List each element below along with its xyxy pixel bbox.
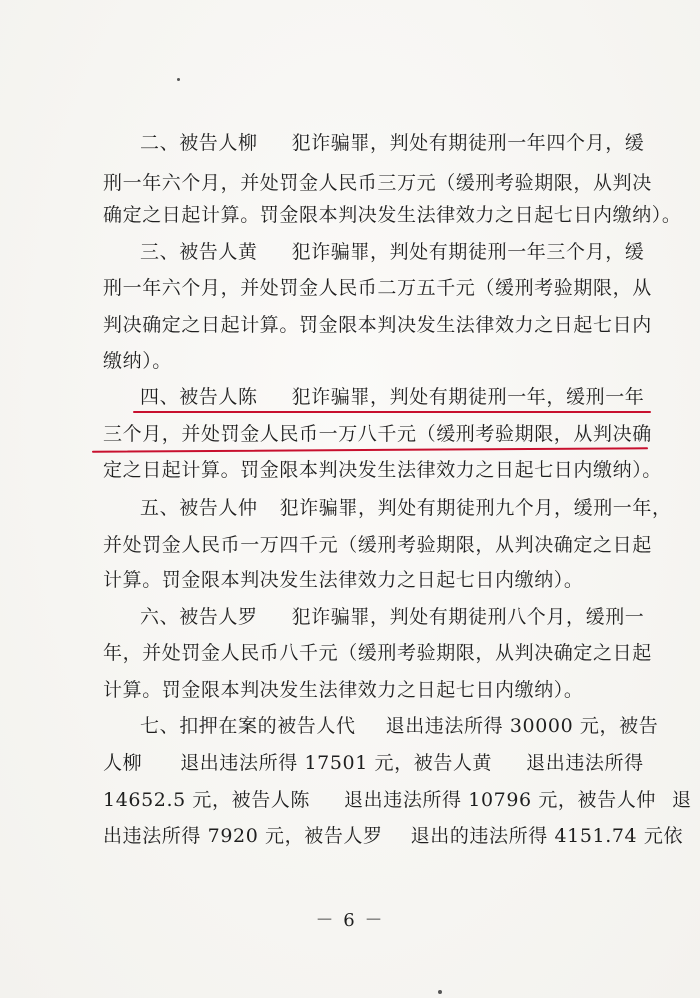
para6-line3: 计算。罚金限本判决发生法律效力之日起七日内缴纳）。: [103, 679, 584, 701]
para3-line1: [140, 240, 644, 264]
para4-verdict: 犯诈骗罪，判处有期徒刑一年，缓刑一年: [291, 386, 645, 408]
para5-line2: 并处罚金人民币一万四千元（缓刑考验期限，从判决确定之日起: [103, 534, 652, 556]
para4-line2: 三个月，并处罚金人民币一万八千元（缓刑考验期限，从判决确: [103, 423, 652, 445]
para7-amount-5-start: 退: [671, 789, 692, 811]
para7-amount-3-label: 退出违法所得: [526, 752, 644, 774]
para2-line2: 刑一年六个月，并处罚金人民币三万元（缓刑考验期限，从判决: [103, 172, 652, 194]
para2-defendant: 二、被告人柳: [140, 132, 258, 154]
para3-line3: 判决确定之日起计算。罚金限本判决发生法律效力之日起七日内: [103, 314, 652, 336]
page-number: － 6 －: [315, 910, 385, 931]
para7-line3: [103, 788, 692, 812]
para7-defendant-liu: 人柳: [103, 752, 143, 774]
red-underline-1: [133, 411, 651, 413]
para7-amount-6: 退出的违法所得 4151.74 元依: [410, 825, 684, 847]
red-underline-2: [92, 447, 648, 452]
para3-defendant: 三、被告人黄: [140, 241, 258, 263]
para3-line2: 刑一年六个月，并处罚金人民币二万五千元（缓刑考验期限，从: [103, 277, 652, 299]
para7-seized-defendant: 七、扣押在案的被告人代: [140, 715, 356, 737]
para4-line3: 定之日起计算。罚金限本判决发生法律效力之日起七日内缴纳）。: [103, 459, 662, 481]
para7-amount-3: 14652.5 元，被告人陈: [103, 789, 311, 811]
para6-line2: 年，并处罚金人民币八千元（缓刑考验期限，从判决确定之日起: [103, 642, 652, 664]
para7-line4: [103, 824, 683, 848]
para5-defendant: 五、被告人仲: [140, 497, 258, 519]
para7-amount-4: 退出违法所得 10796 元，被告人仲: [344, 789, 656, 811]
para3-line4: 缴纳）。: [103, 350, 172, 372]
para7-line1: [140, 714, 658, 738]
para7-amount-1: 退出违法所得 30000 元，被告: [385, 715, 659, 737]
para4-defendant: 四、被告人陈: [140, 386, 258, 408]
scan-speck: [177, 78, 180, 81]
scan-speck: [438, 990, 442, 994]
para2-line1: [140, 131, 644, 155]
para6-verdict: 犯诈骗罪，判处有期徒刑八个月，缓刑一: [291, 606, 645, 628]
para3-verdict: 犯诈骗罪，判处有期徒刑一年三个月，缓: [291, 241, 645, 263]
para6-defendant: 六、被告人罗: [140, 606, 258, 628]
para7-amount-2: 退出违法所得 17501 元，被告人黄: [180, 752, 493, 774]
para4-line1: [140, 385, 644, 409]
para5-line3: 计算。罚金限本判决发生法律效力之日起七日内缴纳）。: [103, 569, 584, 591]
para7-amount-5: 出违法所得 7920 元，被告人罗: [103, 825, 383, 847]
para6-line1: [140, 605, 644, 629]
para7-line2: [103, 751, 644, 775]
para5-line1: [140, 496, 672, 520]
para2-verdict: 犯诈骗罪，判处有期徒刑一年四个月，缓: [291, 132, 645, 154]
para2-line3: 确定之日起计算。罚金限本判决发生法律效力之日起七日内缴纳）。: [103, 204, 682, 226]
para5-verdict: 犯诈骗罪，判处有期徒刑九个月，缓刑一年，: [279, 497, 672, 519]
